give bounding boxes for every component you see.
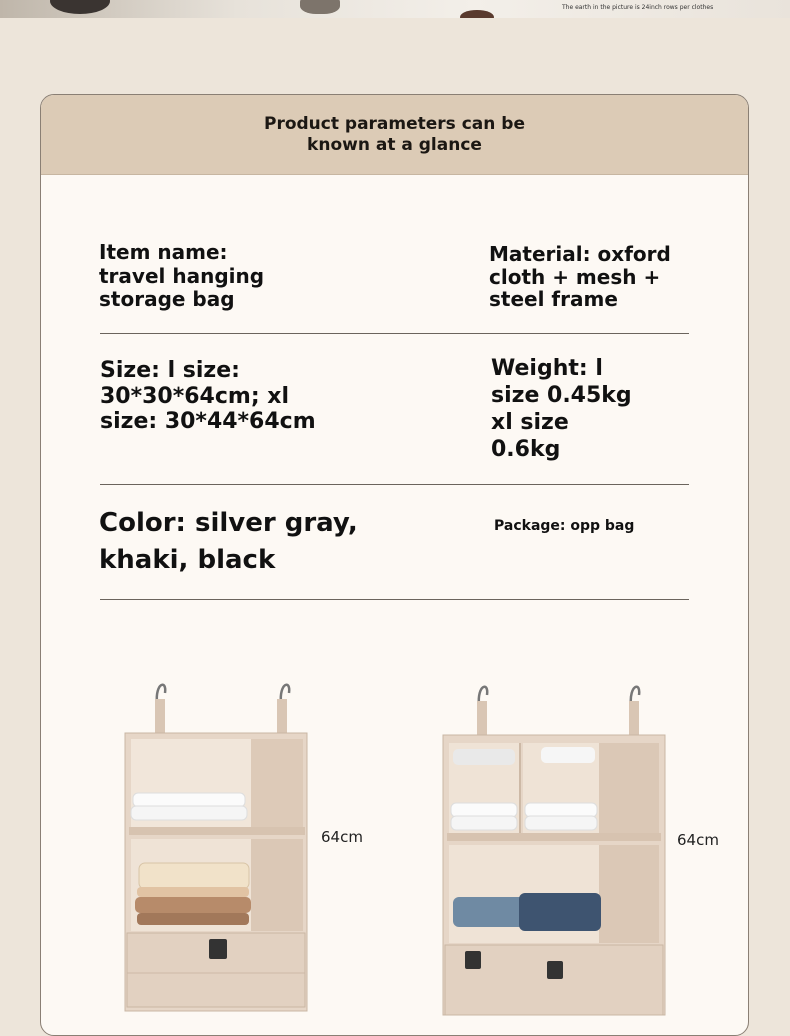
divider [100,599,689,600]
height-label-xl-size: 64cm [677,831,719,849]
product-image-l-size [119,673,339,1033]
parameters-card [40,94,749,1036]
card-title: Product parameters can be known at a glance [263,113,525,155]
divider [100,333,689,334]
height-label-l-size: 64cm [321,828,363,846]
product-image-xl-size [439,675,679,1035]
spec-weight: Weight: l size 0.45kg xl size 0.6kg [491,356,632,462]
spec-size: Size: l size: 30*30*64cm; xl size: 30*44*64cm [100,358,316,434]
top-banner-caption: The earth in the picture is 24inch rows per clothes [562,4,714,11]
spec-material: Material: oxford cloth + mesh + steel frame [489,242,671,311]
spec-color: Color: silver gray, khaki, black [99,508,358,575]
divider [100,484,689,485]
spec-item-name: Item name: travel hanging storage bag [99,240,265,311]
spec-package: Package: opp bag [494,518,635,534]
top-banner-photo [0,0,790,18]
card-header [41,95,748,175]
